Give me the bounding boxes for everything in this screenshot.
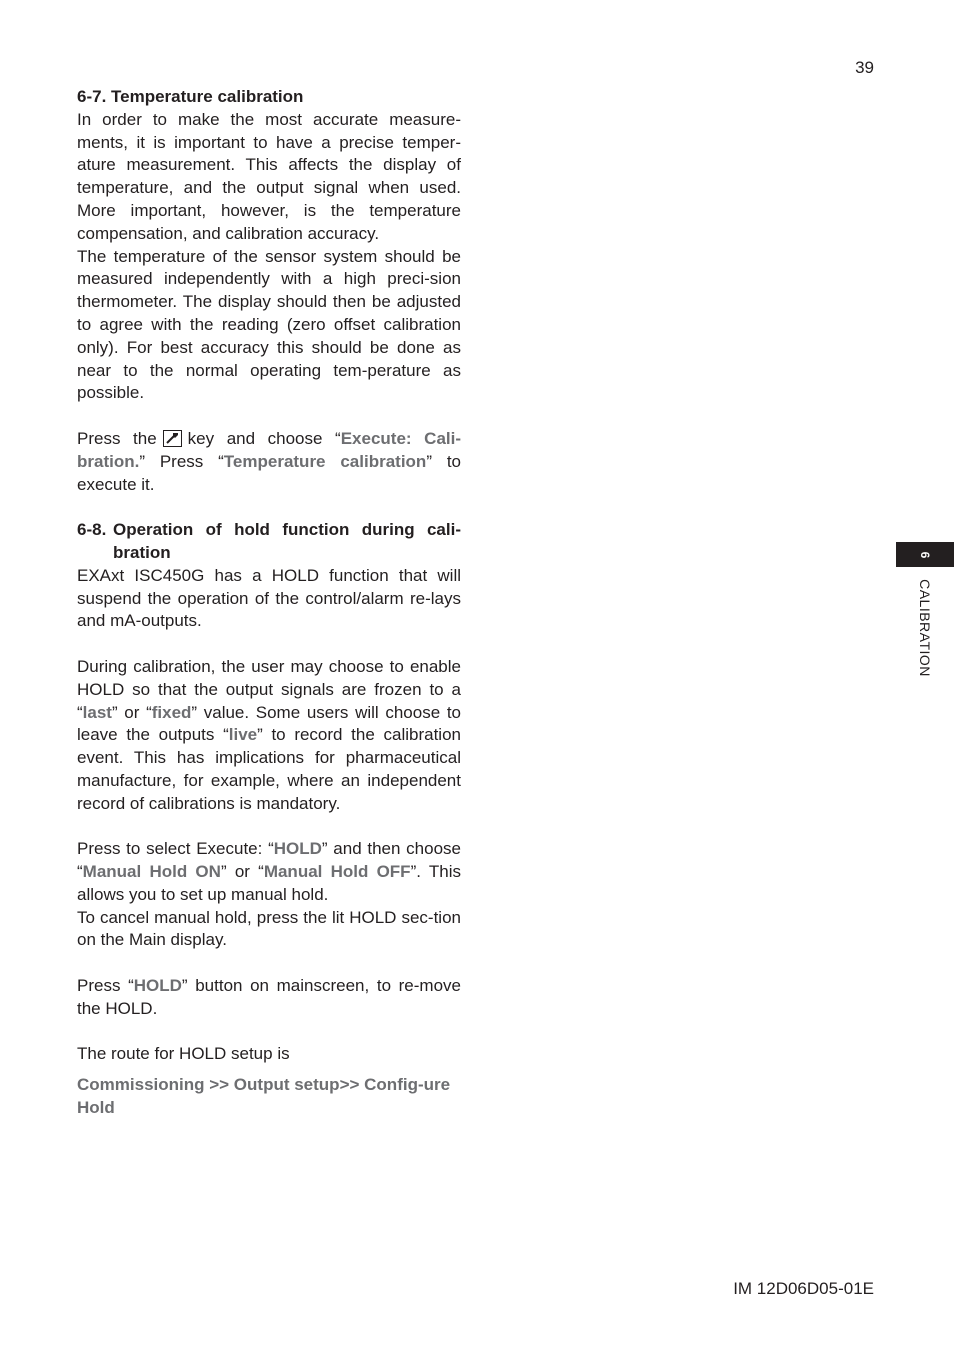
hold-setup-route: Commissioning >> Output setup>> Config-ure Hold [77, 1075, 451, 1118]
paragraph: Press “HOLD” button on mainscreen, to re-move the HOLD. [77, 976, 461, 1018]
paragraph: The temperature of the sensor system should be measured independently with a high preci-sion thermometer. The display should then be adjusted to agree with the reading (zero offset calibration only). For best accuracy this should be done as near to the normal operating tem-perature as possible. [77, 246, 461, 403]
section-heading-6-8: 6-8. Operation of hold function during cali-bration [77, 520, 461, 562]
paragraph: To cancel manual hold, press the lit HOLD sec-tion on the Main display. [77, 907, 461, 950]
paragraph-execute-instructions: Press the key and choose “Execute: Cali-bration.” Press “Temperature calibration” to execute it. [77, 428, 462, 494]
paragraph: Press to select Execute: “HOLD” and then choose “Manual Hold ON” or “Manual Hold OFF”. This allows you to set up manual hold. [77, 839, 461, 904]
chapter-tab [896, 542, 954, 567]
chapter-label: CALIBRATION [917, 579, 933, 677]
paragraph: During calibration, the user may choose to enable HOLD so that the output signals are frozen to a “last” or “fixed” value. Some users will choose to leave the outputs “live” to record the calibration event. This has implications for pharmaceutical manufacture, for example, where an independent record of calibrations is mandatory. [77, 656, 461, 813]
chapter-number: 6 [918, 551, 932, 558]
paragraph: In order to make the most accurate measure-ments, it is important to have a precise temper-ature measurement. This affects the display of temperature, and the output signal when used. More important, however, is the temperature compensation, and calibration accuracy. [77, 109, 461, 243]
section-heading-6-7: 6-7. Temperature calibration [77, 87, 304, 106]
paragraph: The route for HOLD setup is [77, 1044, 290, 1064]
page-number: 39 [855, 58, 874, 77]
paragraph: EXAxt ISC450G has a HOLD function that will suspend the operation of the control/alarm re-lays and mA-outputs. [77, 565, 461, 631]
main-column [77, 86, 461, 1120]
document-id: IM 12D06D05-01E [733, 1279, 874, 1298]
wrench-icon [163, 430, 182, 447]
